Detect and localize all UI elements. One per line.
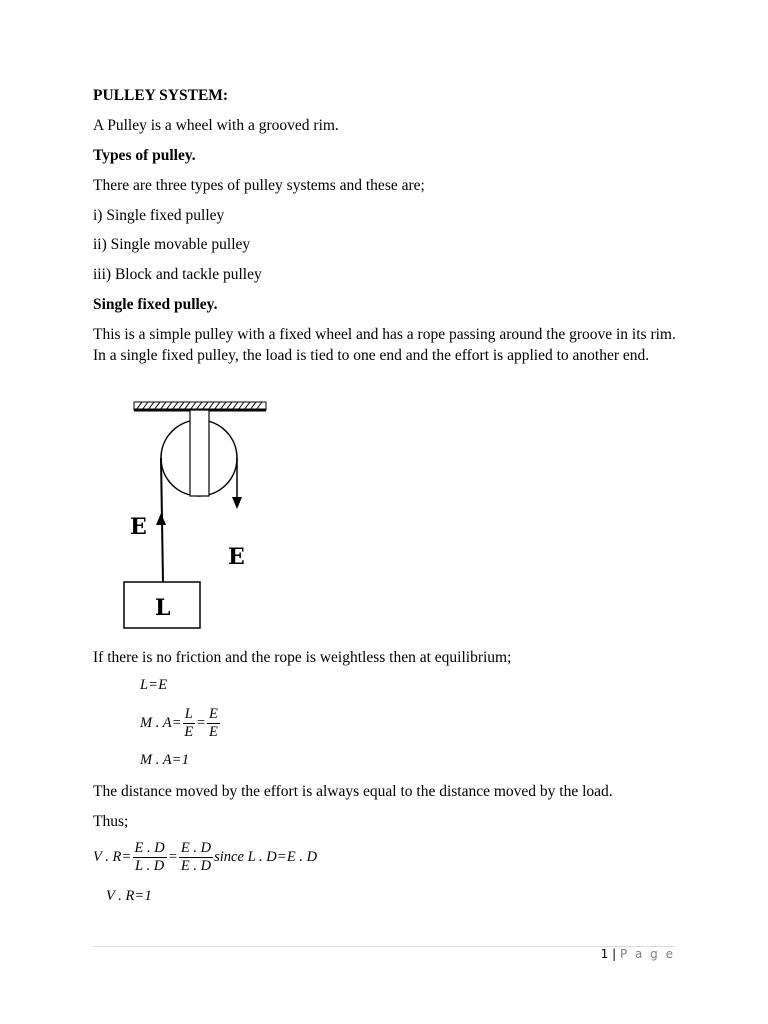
types-heading: Types of pulley. [93,147,196,164]
eq2-frac1-denominator: E [184,724,194,740]
eq2-fraction-1 [183,706,195,741]
ceiling-support [134,402,266,410]
eq4-frac1-numerator: E . D [134,840,165,856]
effort-label-left: E [130,514,147,540]
equation-mechanical-advantage [140,706,221,741]
footer-separator: | [612,947,617,961]
equation-load-equals-effort [140,677,167,694]
eq4-cond-left: L . D [247,848,277,865]
eq2-frac1-numerator: L [184,706,193,722]
types-intro: There are three types of pulley systems and these are; [93,177,425,194]
page-number: 1 [600,947,609,961]
eq4-cond-right: E . D [286,848,318,865]
type-item-1: i) Single fixed pulley [93,207,225,224]
eq5-rhs: 1 [144,888,152,904]
eq1-left: L [140,677,149,693]
section-heading: PULLEY SYSTEM: [93,87,229,104]
eq2-op: = [172,714,181,731]
eq2-fraction-2 [207,706,220,741]
load-label: L [155,595,171,621]
eq3-lhs: M . A [140,752,172,768]
eq1-op: = [149,677,158,693]
page-label: P a g e [619,947,675,961]
eq4-op: = [122,848,131,865]
pulley-axle-bracket [190,410,209,496]
single-fixed-pulley-diagram [118,396,278,636]
eq4-fraction-1 [133,840,167,875]
type-item-2: ii) Single movable pulley [93,236,251,253]
equation-vr-equals-one [106,888,152,905]
eq4-since: since [214,848,244,865]
eq4-fraction-2 [179,840,213,875]
eq3-op: = [172,752,181,768]
eq2-frac2-denominator: E [209,724,218,740]
eq1-right: E [158,677,168,693]
effort-arrow-up [156,513,166,525]
eq2-frac2-numerator: E [209,706,218,722]
eq4-op2: = [168,848,177,865]
pulley-definition: A Pulley is a wheel with a grooved rim. [93,117,339,134]
distance-text: The distance moved by the effort is always equal to the distance moved by the load. [93,783,613,800]
equation-velocity-ratio [93,840,317,875]
eq2-lhs: M . A [140,714,172,731]
equation-ma-equals-one [140,752,189,769]
eq5-lhs: V . R [106,888,135,904]
eq4-frac2-numerator: E . D [180,840,212,856]
eq5-op: = [135,888,144,904]
effort-arrow-down [232,497,242,509]
eq4-cond-op: = [277,848,286,865]
footer-divider [93,946,675,947]
single-fixed-heading: Single fixed pulley. [93,296,218,313]
eq3-rhs: 1 [181,752,189,768]
type-item-3: iii) Block and tackle pulley [93,266,262,283]
thus-text: Thus; [93,813,129,830]
eq4-frac2-denominator: E . D [180,858,212,874]
eq2-op2: = [196,714,206,731]
eq4-frac1-denominator: L . D [135,858,165,874]
equilibrium-text: If there is no friction and the rope is weightless then at equilibrium; [93,649,512,666]
page-footer [601,947,675,961]
effort-label-right: E [228,544,245,570]
eq4-lhs: V . R [93,848,122,865]
single-fixed-description: This is a simple pulley with a fixed wheel and has a rope passing around the groove in its rim. In a single fixed pulley, the load is tied to one end and the effort is applied to another end. [93,326,676,364]
